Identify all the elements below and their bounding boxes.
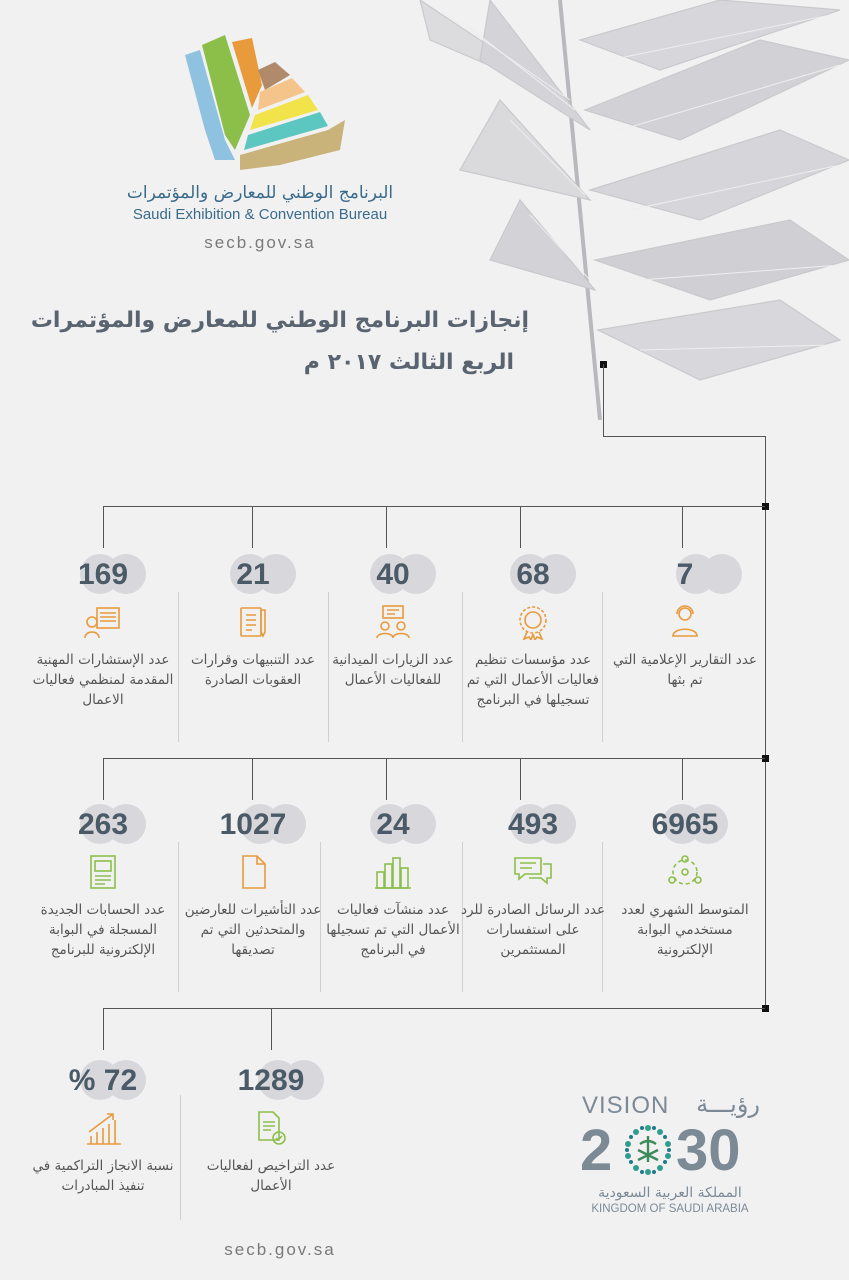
stat-label: عدد مؤسسات تنظيم فعاليات الأعمال التي تم تسجيلها في البرنامج — [466, 652, 600, 708]
vision-ar-text: رؤيـــة — [696, 1090, 760, 1118]
page-title: إنجازات البرنامج الوطني للمعارض والمؤتمرات — [30, 308, 529, 333]
stat-new-accounts — [28, 802, 178, 960]
growth-chart-icon — [83, 1110, 123, 1146]
stat-warnings — [178, 552, 328, 690]
vision-kingdom-en: KINGDOM OF SAUDI ARABIA — [591, 1203, 749, 1215]
stat-label: عدد الرسائل الصادرة للرد على استفسارات المستثمرين — [460, 902, 606, 958]
document-account-icon — [83, 854, 123, 890]
stat-number: 263 — [77, 808, 129, 841]
stat-label: عدد التأشيرات للعارضين والمتحدثين التي تم تصديقها — [184, 902, 322, 958]
stat-licenses — [196, 1058, 346, 1196]
stat-facilities — [318, 802, 468, 960]
stat-field-visits — [318, 552, 468, 690]
page-subtitle: الربع الثالث ٢٠١٧ م — [303, 350, 514, 375]
stat-number: 40 — [376, 558, 410, 591]
stat-visas — [178, 802, 328, 960]
stat-label: عدد الإستشارات المهنية المقدمة لمنظمي فعاليات الاعمال — [32, 652, 174, 708]
stat-label: المتوسط الشهري لعدد مستخدمي البوابة الإلكترونية — [621, 902, 749, 958]
logo-arabic-name: البرنامج الوطني للمعارض والمؤتمرات — [126, 183, 394, 203]
stat-media-reports — [610, 552, 760, 690]
stat-consultations — [28, 552, 178, 710]
stat-label: عدد التقارير الإعلامية التي تم بثها — [613, 652, 757, 688]
stat-number: 1027 — [219, 808, 287, 841]
stat-number: % 72 — [68, 1064, 138, 1097]
stat-number: 493 — [507, 808, 559, 841]
stat-label: عدد التنبيهات وقرارات العقوبات الصادرة — [190, 652, 316, 688]
presentation-consulting-icon — [83, 604, 123, 640]
secb-logo-map — [180, 30, 350, 180]
vision-2030-logo — [580, 1090, 770, 1220]
vision-kingdom-ar: المملكة العربية السعودية — [598, 1185, 742, 1201]
stat-number: 1289 — [237, 1064, 305, 1097]
stat-label: عدد الزيارات الميدانية للفعاليات الأعمال — [332, 652, 454, 688]
stat-label: عدد الحسابات الجديدة المسجلة في البوابة الإلكترونية للبرنامج — [40, 902, 166, 958]
website-link-bottom[interactable]: secb.gov.sa — [224, 1240, 336, 1259]
stat-number: 68 — [516, 558, 550, 591]
vision-year-right: 30 — [676, 1118, 741, 1183]
clipboard-pen-icon — [233, 604, 273, 640]
chat-messages-icon — [513, 854, 553, 890]
logo-english-name: Saudi Exhibition & Convention Bureau — [132, 206, 388, 223]
vision-emblem-icon — [622, 1122, 674, 1178]
stat-initiatives-progress — [28, 1058, 178, 1196]
vision-year-left: 2 — [580, 1118, 613, 1183]
stat-portal-users — [610, 802, 760, 960]
stat-organizers — [458, 552, 608, 710]
license-document-check-icon — [251, 1110, 291, 1146]
stat-number: 21 — [236, 558, 270, 591]
stat-label: عدد التراخيص لفعاليات الأعمال — [206, 1158, 336, 1194]
users-network-icon — [665, 854, 705, 890]
stat-number: 6965 — [651, 808, 719, 841]
stat-number: 169 — [77, 558, 129, 591]
stat-number: 7 — [676, 558, 694, 591]
document-file-icon — [233, 854, 273, 890]
stat-label: عدد منشآت فعاليات الأعمال التي تم تسجيلها في البرنامج — [326, 902, 460, 958]
award-badge-icon — [513, 604, 553, 640]
website-link-top[interactable]: secb.gov.sa — [204, 233, 316, 252]
media-person-icon — [665, 604, 705, 640]
buildings-icon — [373, 854, 413, 890]
stat-number: 24 — [376, 808, 410, 841]
stat-messages — [458, 802, 608, 960]
stat-label: نسبة الانجاز التراكمية في تنفيذ المبادرات — [32, 1158, 174, 1194]
vision-en-text: VISION — [582, 1092, 670, 1119]
field-visit-meeting-icon — [373, 604, 413, 640]
